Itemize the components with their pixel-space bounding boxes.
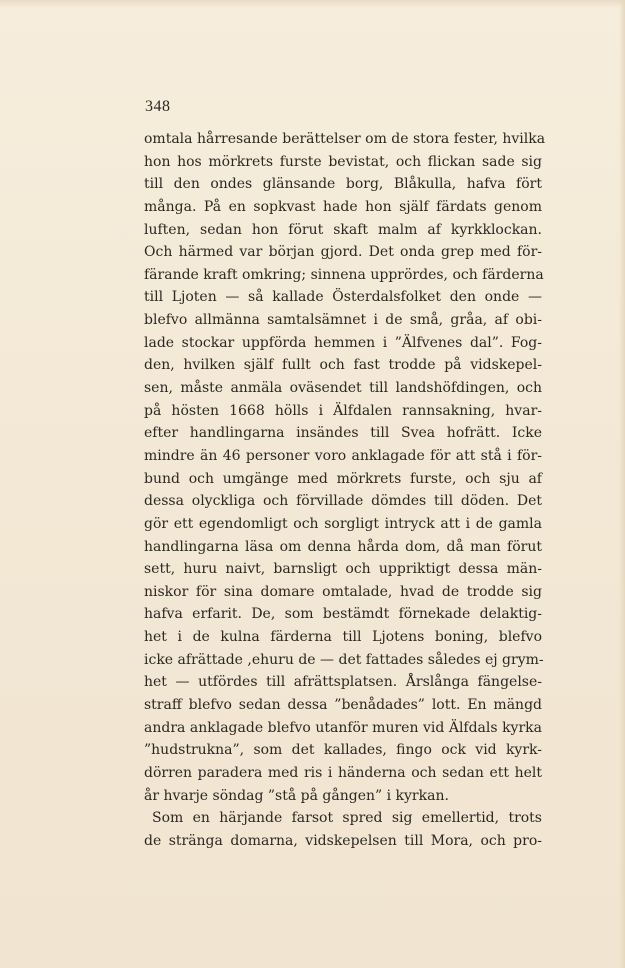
- text-line: hafva erfarit. De, som bestämdt förnekade delaktig-: [144, 606, 542, 623]
- text-line: andra anklagade blefvo utanför muren vid Älfdals kyrka: [144, 719, 542, 736]
- page-right-edge: [619, 0, 625, 968]
- text-line: sen, måste anmäla oväsendet till landshöfdingen, och: [144, 380, 542, 397]
- text-line: icke afrättade ,ehuru de — det fattades således ej grym-: [144, 651, 544, 668]
- text-line: Och härmed var början gjord. Det onda grep med för-: [144, 244, 542, 261]
- text-line: het — utfördes till afrättsplatsen. Årslånga fängelse-: [144, 674, 542, 691]
- text-line: de stränga domarna, vidskepelsen till Mora, och pro-: [144, 832, 542, 849]
- text-line: efter handlingarna insändes till Svea hofrätt. Icke: [144, 425, 542, 442]
- text-line: omtala hårresande berättelser om de stora fester, hvilka: [144, 131, 546, 147]
- text-line: många. På en sopkvast hade hon själf färdats genom: [144, 198, 542, 215]
- text-line: handlingarna läsa om denna hårda dom, då man förut: [144, 538, 542, 555]
- page-number: 348: [145, 98, 171, 115]
- text-line: het i de kulna färderna till Ljotens boning, blefvo: [144, 629, 542, 646]
- text-line: dörren paradera med ris i händerna och sedan ett helt: [144, 764, 542, 781]
- text-line: lade stockar uppförda hemmen i ”Älfvenes dal”. Fog-: [144, 334, 542, 351]
- text-line: dessa olyckliga och förvillade dömdes till döden. Det: [144, 493, 542, 510]
- text-line: gör ett egendomligt och sorgligt intryck att i de gamla: [144, 515, 542, 532]
- text-line: ”hudstrukna”, som det kallades, fingo ock vid kyrk-: [144, 742, 542, 759]
- body-text: [144, 128, 546, 853]
- text-line: till Ljoten — så kallade Österdalsfolket den onde —: [144, 289, 542, 306]
- text-line: den, hvilken själf fullt och fast trodde på vidskepel-: [144, 357, 542, 374]
- text-line: sett, huru naivt, barnsligt och uppriktigt dessa män-: [144, 561, 542, 578]
- text-line: på hösten 1668 hölls i Älfdalen rannsakning, hvar-: [144, 402, 542, 419]
- text-line: niskor för sina domare omtalade, hvad de trodde sig: [144, 583, 542, 600]
- text-line: till den ondes glänsande borg, Blåkulla, hafva fört: [144, 176, 542, 193]
- text-line: mindre än 46 personer voro anklagade för att stå i för-: [144, 447, 542, 464]
- text-line: blefvo allmänna samtalsämnet i de små, gråa, af obi-: [144, 312, 542, 329]
- text-line: Som en härjande farsot spred sig emellertid, trots: [152, 810, 542, 827]
- text-line: straff blefvo sedan dessa ”benådades” lott. En mängd: [144, 697, 542, 714]
- text-line: luften, sedan hon förut skaft malm af kyrkklockan.: [144, 221, 542, 238]
- text-line: hon hos mörkrets furste bevistat, och flickan sade sig: [144, 153, 542, 170]
- text-line: färande kraft omkring; sinnena upprördes, och färderna: [144, 266, 544, 283]
- text-line: år hvarje söndag ”stå på gången” i kyrkan.: [144, 787, 449, 804]
- text-line: bund och umgänge med mörkrets furste, och sju af: [144, 470, 542, 487]
- page-top-edge: [0, 0, 625, 8]
